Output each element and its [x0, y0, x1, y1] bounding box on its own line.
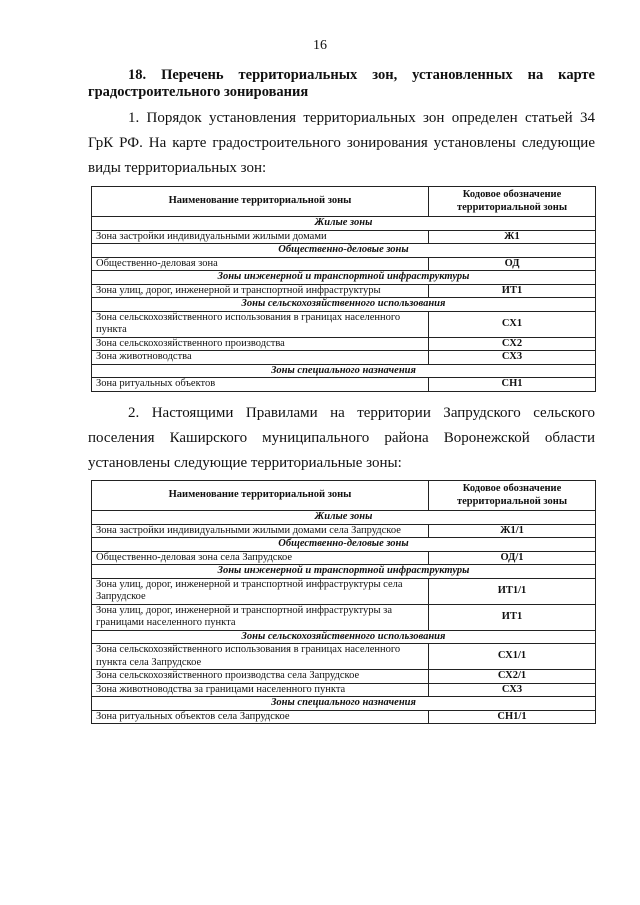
- zone-name: Зона животноводства за границами населенного пункта: [92, 683, 429, 697]
- page-number: 16: [313, 38, 327, 53]
- zone-row: [92, 311, 596, 337]
- paragraph-line: виды территориальных зон:: [88, 160, 267, 176]
- zones-table-2: [91, 480, 596, 724]
- zone-name: Зона улиц, дорог, инженерной и транспортной инфраструктуры: [92, 284, 429, 298]
- paragraph-1: [88, 106, 595, 181]
- zone-name: Зона сельскохозяйственного использования в границах населенного пункта села Запрудское: [92, 644, 429, 670]
- zone-group-title: Зоны сельскохозяйственного использования: [92, 630, 596, 644]
- column-header-zone-code: Кодовое обозначение территориальной зоны: [429, 187, 596, 217]
- zone-row: [92, 351, 596, 365]
- zone-group-row: [92, 511, 596, 525]
- column-header-zone-name: Наименование территориальной зоны: [92, 481, 429, 511]
- zone-group-row: [92, 217, 596, 231]
- zone-code: СХ1/1: [429, 644, 596, 670]
- zone-row: [92, 337, 596, 351]
- zone-name: Зона сельскохозяйственного производства: [92, 337, 429, 351]
- section-heading-line: градостроительного зонирования: [88, 84, 309, 100]
- zone-group-row: [92, 271, 596, 285]
- zone-name: Зона сельскохозяйственного производства села Запрудское: [92, 670, 429, 684]
- zone-code: ИТ1/1: [429, 578, 596, 604]
- zone-row: [92, 524, 596, 538]
- zone-code: СХ1: [429, 311, 596, 337]
- zone-row: [92, 578, 596, 604]
- paragraph-line: ГрК РФ. На карте градостроительного зонирования установлены следующие: [88, 135, 595, 151]
- paragraph-line: 1. Порядок установления территориальных зон определен статьей 34: [128, 110, 595, 126]
- zone-group-row: [92, 697, 596, 711]
- zone-code: СН1: [429, 378, 596, 392]
- zone-code: СН1/1: [429, 710, 596, 724]
- zone-row: [92, 604, 596, 630]
- column-header-zone-name: Наименование территориальной зоны: [92, 187, 429, 217]
- zone-code: СХ2: [429, 337, 596, 351]
- zone-row: [92, 378, 596, 392]
- zone-code: ИТ1: [429, 604, 596, 630]
- zone-row: [92, 683, 596, 697]
- zone-name: Зона животноводства: [92, 351, 429, 365]
- zone-name: Общественно-деловая зона: [92, 257, 429, 271]
- zone-group-title: Зоны инженерной и транспортной инфраструктуры: [92, 271, 596, 285]
- zone-group-title: Зоны сельскохозяйственного использования: [92, 298, 596, 312]
- zone-group-title: Жилые зоны: [92, 511, 596, 525]
- column-header-zone-code: Кодовое обозначение территориальной зоны: [429, 481, 596, 511]
- zone-group-row: [92, 244, 596, 258]
- zone-name: Зона застройки индивидуальными жилыми домами: [92, 230, 429, 244]
- zone-group-title: Общественно-деловые зоны: [92, 244, 596, 258]
- zone-name: Общественно-деловая зона села Запрудское: [92, 551, 429, 565]
- zone-code: ИТ1: [429, 284, 596, 298]
- zone-row: [92, 710, 596, 724]
- zone-code: ОД: [429, 257, 596, 271]
- section-heading-line: 18. Перечень территориальных зон, установленных на карте: [128, 67, 595, 83]
- zone-group-row: [92, 364, 596, 378]
- section-heading: [88, 67, 595, 101]
- zone-name: Зона улиц, дорог, инженерной и транспортной инфраструктуры села Запрудское: [92, 578, 429, 604]
- zone-group-title: Зоны специального назначения: [92, 697, 596, 711]
- zone-code: Ж1/1: [429, 524, 596, 538]
- zone-group-title: Зоны инженерной и транспортной инфраструктуры: [92, 565, 596, 579]
- zone-name: Зона сельскохозяйственного использования в границах населенного пункта: [92, 311, 429, 337]
- zone-code: Ж1: [429, 230, 596, 244]
- zone-group-title: Общественно-деловые зоны: [92, 538, 596, 552]
- zone-code: ОД/1: [429, 551, 596, 565]
- zone-row: [92, 551, 596, 565]
- zone-group-row: [92, 565, 596, 579]
- zone-group-title: Зоны специального назначения: [92, 364, 596, 378]
- zone-group-title: Жилые зоны: [92, 217, 596, 231]
- zone-name: Зона застройки индивидуальными жилыми домами села Запрудское: [92, 524, 429, 538]
- zone-row: [92, 284, 596, 298]
- zone-name: Зона ритуальных объектов села Запрудское: [92, 710, 429, 724]
- zone-code: СХ3: [429, 351, 596, 365]
- zone-group-row: [92, 538, 596, 552]
- paragraph-line: поселения Каширского муниципального района Воронежской области: [88, 430, 595, 446]
- zone-group-row: [92, 630, 596, 644]
- zone-row: [92, 644, 596, 670]
- zone-name: Зона ритуальных объектов: [92, 378, 429, 392]
- paragraph-line: 2. Настоящими Правилами на территории Запрудского сельского: [128, 405, 595, 421]
- paragraph-line: установлены следующие территориальные зоны:: [88, 455, 402, 471]
- zone-group-row: [92, 298, 596, 312]
- zone-row: [92, 230, 596, 244]
- zones-table-1: [91, 186, 596, 392]
- zone-code: СХ2/1: [429, 670, 596, 684]
- paragraph-2: [88, 401, 595, 476]
- zone-row: [92, 257, 596, 271]
- zone-code: СХ3: [429, 683, 596, 697]
- zone-row: [92, 670, 596, 684]
- zone-name: Зона улиц, дорог, инженерной и транспортной инфраструктуры за границами населенного пункта: [92, 604, 429, 630]
